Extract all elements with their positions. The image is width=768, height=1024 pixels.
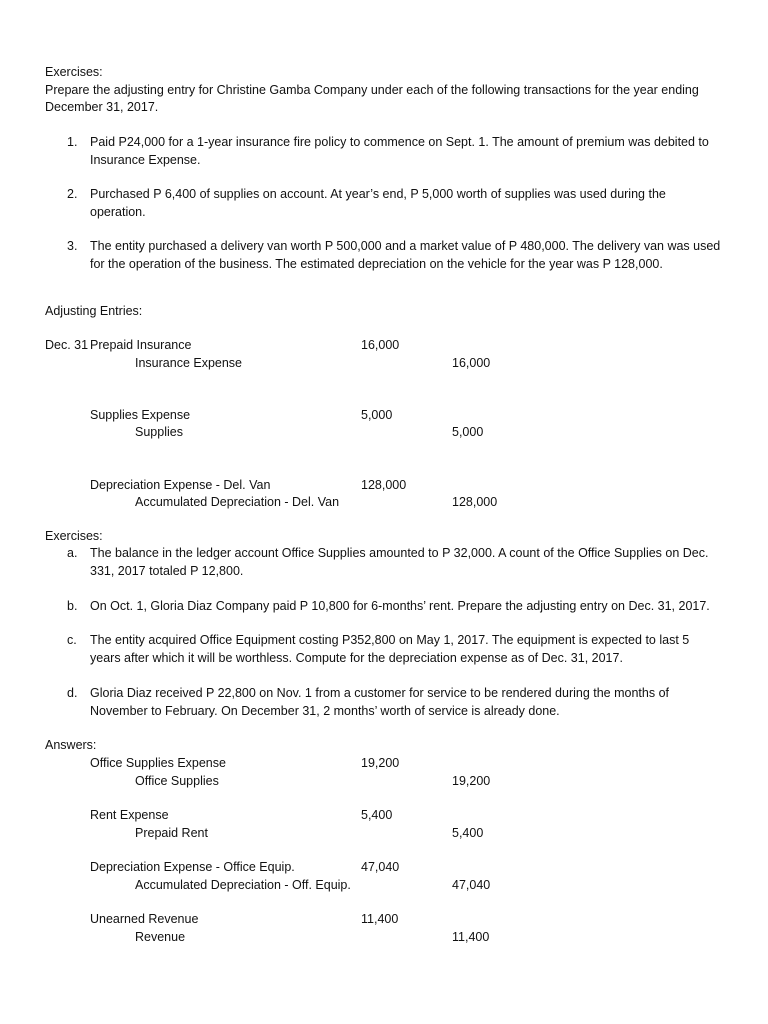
entry-credit-amount: 16,000 bbox=[452, 356, 491, 370]
item-text-line: for the operation of the business. The estimated depreciation on the vehicle for the year was P 128,000. bbox=[90, 256, 663, 271]
entry-debit-account: Supplies Expense bbox=[90, 408, 191, 422]
answer-debit-amount: 11,400 bbox=[361, 912, 399, 926]
exercises-heading bbox=[45, 64, 725, 117]
entry-credit-account: Supplies bbox=[135, 425, 183, 439]
item-text-line: Gloria Diaz received P 22,800 on Nov. 1 from a customer for service to be rendered during the months of bbox=[90, 686, 669, 700]
item-text-line: Paid P24,000 for a 1-year insurance fire policy to commence on Sept. 1. The amount of premium was debited to bbox=[90, 135, 709, 149]
answer-debit-account: Unearned Revenue bbox=[90, 912, 199, 926]
intro-line-1: Prepare the adjusting entry for Christine Gamba Company under each of the following transactions for the year ending bbox=[45, 82, 699, 97]
exercises-2-label: Exercises: bbox=[45, 529, 103, 543]
item-text-line: November to February. On December 31, 2 months’ worth of service is already done. bbox=[90, 703, 560, 718]
answer-debit-account: Rent Expense bbox=[90, 808, 169, 822]
exercises-label: Exercises: bbox=[45, 65, 103, 79]
intro-line-2: December 31, 2017. bbox=[45, 100, 159, 114]
item-marker: b. bbox=[67, 599, 78, 613]
answer-credit-amount: 5,400 bbox=[452, 826, 484, 840]
entry-credit-account: Accumulated Depreciation - Del. Van bbox=[135, 495, 340, 509]
item-marker: c. bbox=[67, 633, 77, 647]
answer-debit-amount: 47,040 bbox=[361, 860, 400, 874]
entry-debit-account: Depreciation Expense - Del. Van bbox=[90, 478, 271, 492]
answer-debit-account: Office Supplies Expense bbox=[90, 756, 226, 770]
answer-credit-amount: 47,040 bbox=[452, 878, 491, 892]
answer-credit-account: Prepaid Rent bbox=[135, 826, 208, 840]
answer-credit-account: Office Supplies bbox=[135, 774, 219, 788]
item-marker: a. bbox=[67, 546, 78, 560]
item-text-line: operation. bbox=[90, 204, 146, 219]
entry-credit-amount: 5,000 bbox=[452, 425, 484, 439]
answer-credit-amount: 19,200 bbox=[452, 774, 491, 788]
item-text-line: years after which it will be worthless. Compute for the depreciation expense as of Dec. 31, 2017. bbox=[90, 650, 623, 665]
item-marker: 2. bbox=[67, 187, 78, 201]
entry-debit-amount: 5,000 bbox=[361, 408, 393, 422]
item-text-line: Insurance Expense. bbox=[90, 152, 201, 167]
answer-credit-account: Accumulated Depreciation - Off. Equip. bbox=[135, 878, 351, 892]
answer-credit-account: Revenue bbox=[135, 930, 186, 944]
item-text-line: On Oct. 1, Gloria Diaz Company paid P 10,800 for 6-months’ rent. Prepare the adjusting entry on Dec. 31, 2017. bbox=[90, 599, 710, 613]
adjusting-entries-label: Adjusting Entries: bbox=[45, 304, 143, 318]
entry-credit-account: Insurance Expense bbox=[135, 356, 243, 370]
item-marker: 3. bbox=[67, 239, 78, 253]
answer-debit-account: Depreciation Expense - Office Equip. bbox=[90, 860, 295, 874]
item-marker: d. bbox=[67, 686, 78, 700]
answer-debit-amount: 19,200 bbox=[361, 756, 400, 770]
entry-debit-amount: 128,000 bbox=[361, 478, 407, 492]
entry-credit-amount: 128,000 bbox=[452, 495, 498, 509]
entry-debit-account: Prepaid Insurance bbox=[90, 338, 192, 352]
item-marker: 1. bbox=[67, 135, 78, 149]
item-text-line: 331, 2017 totaled P 12,800. bbox=[90, 563, 244, 578]
item-text-line: Purchased P 6,400 of supplies on account. At year’s end, P 5,000 worth of supplies was used during the bbox=[90, 187, 666, 201]
item-text-line: The entity acquired Office Equipment costing P352,800 on May 1, 2017. The equipment is expected to last 5 bbox=[90, 633, 690, 647]
entry-date: Dec. 31 bbox=[45, 338, 89, 352]
entry-debit-amount: 16,000 bbox=[361, 338, 400, 352]
answer-credit-amount: 11,400 bbox=[452, 930, 490, 944]
answers-label: Answers: bbox=[45, 738, 97, 752]
item-text-line: The balance in the ledger account Office Supplies amounted to P 32,000. A count of the Office Supplies on Dec. bbox=[90, 546, 709, 560]
item-text-line: The entity purchased a delivery van worth P 500,000 and a market value of P 480,000. The delivery van was used bbox=[90, 239, 721, 253]
answer-debit-amount: 5,400 bbox=[361, 808, 393, 822]
